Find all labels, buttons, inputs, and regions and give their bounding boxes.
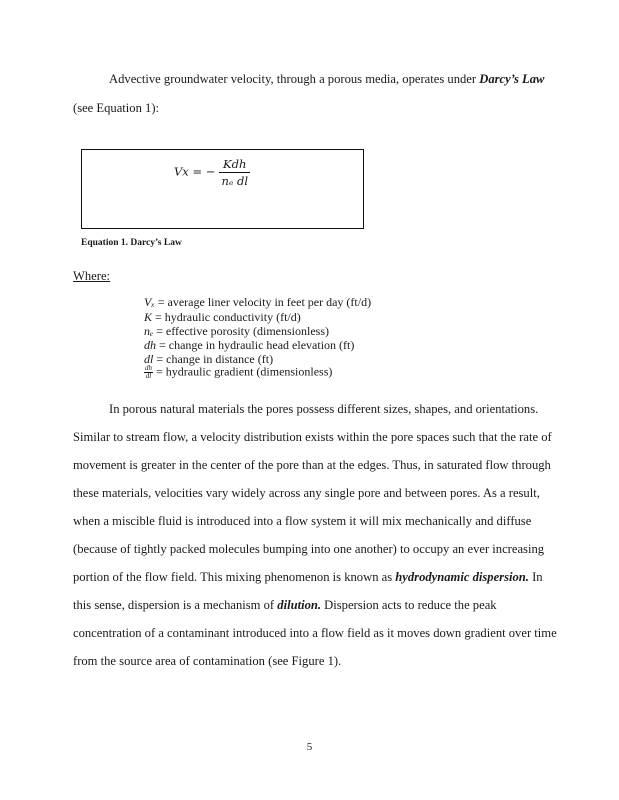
definition-item xyxy=(144,365,332,380)
intro-line-2: (see Equation 1): xyxy=(73,101,160,115)
equation-equals: = xyxy=(192,164,203,179)
equation-box xyxy=(81,149,364,229)
definition-symbol: Vₓ xyxy=(144,295,155,309)
equation-numerator: Kdh xyxy=(219,157,250,173)
where-label: Where: xyxy=(73,269,111,283)
equation-denominator: nₑ dl xyxy=(221,174,248,188)
definition-text: = hydraulic conductivity (ft/d) xyxy=(152,310,301,324)
darcys-law-emphasis: Darcy’s Law xyxy=(479,72,545,86)
paragraph-line: Similar to stream flow, a velocity distribution exists within the pore spaces such that the rate of xyxy=(73,430,552,444)
paragraph-text: In xyxy=(528,570,543,584)
hydrodynamic-dispersion-emphasis: hydrodynamic dispersion. xyxy=(395,570,529,584)
paragraph-line: these materials, velocities vary widely across any single pore and between pores. As a result, xyxy=(73,486,540,500)
definition-text: = effective porosity (dimensionless) xyxy=(153,324,329,338)
definition-text: = average liner velocity in feet per day (ft/d) xyxy=(154,295,372,309)
paragraph-line xyxy=(73,571,543,584)
definition-symbol: K xyxy=(144,310,153,324)
equation-caption: Equation 1. Darcy’s Law xyxy=(81,238,182,248)
gradient-denominator: dl xyxy=(145,372,152,380)
darcy-equation xyxy=(174,157,250,188)
paragraph-text: Dispersion acts to reduce the peak xyxy=(321,598,497,612)
paragraph-line: (because of tightly packed molecules bumping into one another) to occupy an ever increasing xyxy=(73,542,545,556)
paragraph-line xyxy=(73,599,497,612)
definition-item xyxy=(144,296,371,308)
definition-text: = change in hydraulic head elevation (ft) xyxy=(156,338,355,352)
paragraph-text: portion of the flow field. This mixing phenomenon is known as xyxy=(73,570,396,584)
definition-symbol: dl xyxy=(144,352,154,366)
definition-item xyxy=(144,325,329,337)
definition-item xyxy=(144,339,354,351)
gradient-numerator: dh xyxy=(145,364,152,372)
equation-fraction xyxy=(219,157,250,188)
definition-symbol: nₑ xyxy=(144,324,154,338)
paragraph-line: when a miscible fluid is introduced into a flow system it will mix mechanically and diffuse xyxy=(73,514,532,528)
intro-text: Advective groundwater velocity, through a porous media, operates under xyxy=(109,72,480,86)
gradient-fraction xyxy=(144,365,153,380)
paragraph-line: concentration of a contaminant introduced into a flow field as it moves down gradient over time xyxy=(73,626,557,640)
paragraph-line: In porous natural materials the pores possess different sizes, shapes, and orientations. xyxy=(109,402,539,416)
definition-text: = hydraulic gradient (dimensionless) xyxy=(153,364,333,379)
paragraph-line: movement is greater in the center of the pore than at the edges. Thus, in saturated flow through xyxy=(73,458,551,472)
definition-item xyxy=(144,311,301,323)
definition-text: = change in distance (ft) xyxy=(153,352,274,366)
equation-minus: − xyxy=(205,164,216,179)
paragraph-line: from the source area of contamination (see Figure 1). xyxy=(73,654,342,668)
equation-lhs: Vx xyxy=(174,164,189,179)
intro-line-1 xyxy=(109,73,544,86)
dilution-emphasis: dilution. xyxy=(277,598,322,612)
page-number: 5 xyxy=(306,741,313,753)
definition-symbol: dh xyxy=(144,338,156,352)
paragraph-text: this sense, dispersion is a mechanism of xyxy=(73,598,278,612)
